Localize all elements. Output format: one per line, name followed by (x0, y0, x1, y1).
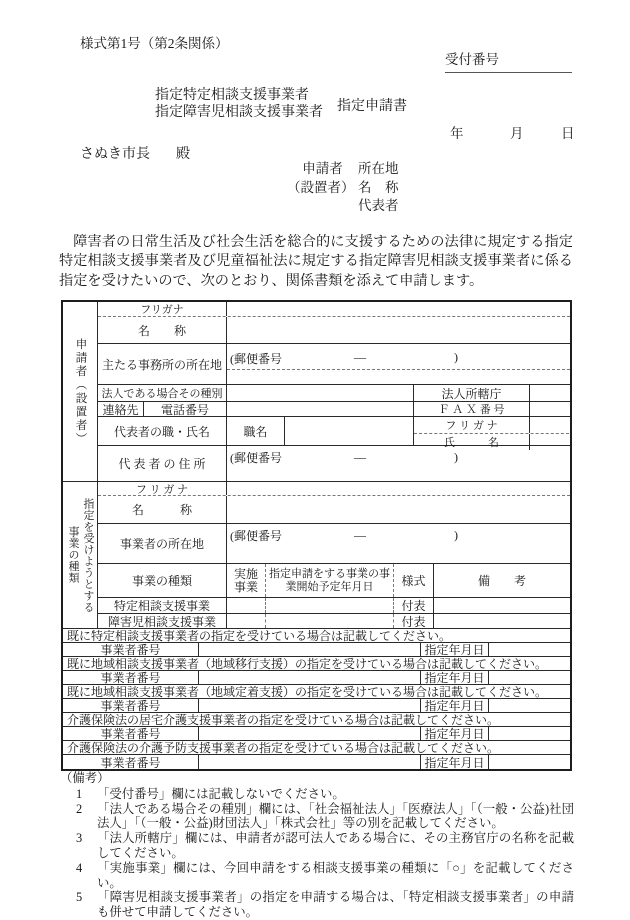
business-number-label: 事業者番号 (63, 699, 199, 712)
addressee-honorific: 殿 (176, 147, 190, 162)
postal-close: ) (454, 350, 458, 364)
postal-dash: ― (354, 350, 366, 364)
receipt-number-field (445, 48, 572, 73)
remark-item: 2 「法人である場合その種別」欄には、「社会福祉法人」「医療法人」「（一般・公益)社団法人」「（一般・公益)財団法人」「株式会社」等の別を記載してください。 (76, 801, 574, 831)
child-remarks-cell (434, 614, 570, 628)
prior-note-text: 既に特定相談支援事業者の指定を受けている場合は記載してください。 (67, 629, 452, 643)
postal-open: (郵便番号 (230, 451, 282, 465)
rep-address-input-cell (227, 446, 570, 481)
business-number-label: 事業者番号 (63, 727, 199, 740)
business-address-input-cell (227, 524, 570, 563)
remark-item: 4 「実施事業」欄には、今回申請をする相談支援事業の種類に「○」を記載してください。 (76, 860, 574, 890)
fax-input-cell (530, 402, 570, 416)
body-paragraph: 障害者の日常生活及び社会生活を総合的に支援するための法律に規定する指定特定相談支援事業者及び児童福祉法に規定する指定障害児相談支援事業者に係る指定を受けたいので、次のとおり、関係書類を添えて申請します。 (59, 234, 573, 289)
section-business-side-label: 指定を受けようとする 事業の種類 (63, 482, 98, 628)
business-number-label: 事業者番号 (63, 643, 199, 656)
postal-close: ) (454, 528, 458, 542)
designation-date-label: 指定年月日 (421, 699, 489, 712)
corp-authority-label: 法人所轄庁 (414, 385, 530, 401)
col-implemented-business: 実施 事業 (227, 564, 266, 597)
row-business-address (98, 524, 570, 564)
designation-date-label: 指定年月日 (421, 671, 489, 684)
postal-close: ) (454, 450, 458, 464)
rep-furigana-label: フ リ ガ ナ (414, 417, 530, 433)
tel-label: 電話番号 (144, 402, 227, 416)
designation-date-input-cell (489, 727, 570, 740)
office-address-input-cell (227, 344, 570, 384)
applicant-field-representative: 代表者 (358, 198, 399, 213)
row-representative (98, 417, 570, 449)
name-label: 名 称 (98, 317, 227, 343)
furigana2-input-cell (227, 482, 570, 495)
row-furigana (98, 302, 570, 317)
applicant-sub-label: （設置者） (287, 179, 355, 195)
postal-open: (郵便番号 (230, 529, 282, 543)
corp-type-label: 法人である場合その種別 (98, 385, 227, 401)
child-start-date-cell (266, 614, 394, 628)
child-implemented-cell (227, 614, 266, 628)
prior-note-text: 介護保険法の居宅介護支援事業者の指定を受けている場合は記載してください。 (67, 713, 500, 727)
row-rep-address (98, 446, 570, 481)
row-corp-type (98, 385, 570, 402)
furigana2-label: フ リ ガ ナ (98, 482, 227, 495)
col-style: 様式 (394, 564, 434, 597)
specified-consultation-label: 特定相談支援事業 (98, 598, 227, 613)
specified-start-date-cell (266, 598, 394, 613)
rep-address-label: 代 表 者 の 住 所 (98, 446, 227, 481)
name2-input-cell (227, 496, 570, 523)
form-number: 様式第1号（第2条関係） (80, 36, 229, 51)
rep-name-label: 氏 名 (414, 434, 530, 450)
corp-type-input-cell (227, 385, 414, 401)
postal-open: (郵便番号 (230, 352, 282, 366)
name2-label: 名 称 (98, 496, 227, 523)
applicant-field-address: 所在地 (358, 161, 399, 176)
row-contact (98, 402, 570, 417)
section-business-type (63, 482, 570, 629)
remarks-section (60, 771, 574, 920)
date-day-label: 日 (561, 126, 575, 141)
col-remarks: 備 考 (477, 574, 526, 588)
job-title-input-cell (285, 417, 414, 445)
business-number-digit-cells (199, 755, 421, 769)
addressee-name: さぬき市長 (80, 147, 150, 162)
business-address-label: 事業者の所在地 (98, 524, 227, 563)
applicant-label: 申請者 (302, 161, 343, 176)
prior-note-text: 既に地域相談支援事業者（地域定着支援）の指定を受けている場合は記載してください。 (67, 685, 548, 699)
designation-date-label: 指定年月日 (421, 643, 489, 656)
office-address-line2 (227, 370, 570, 384)
remark-item: 3 「法人所轄庁」欄には、申請者が認可法人である場合に、その主務官庁の名称を記載してください。 (76, 831, 574, 860)
prior-number-row (63, 755, 570, 769)
row-child-consultation (98, 614, 570, 628)
section-applicant (63, 302, 570, 482)
title-line-1: 指定特定相談支援事業者 (155, 88, 309, 103)
applicant-block (287, 160, 399, 216)
title-suffix: 指定申請書 (337, 98, 407, 114)
job-title-label: 職名 (227, 417, 285, 445)
business-number-label: 事業者番号 (63, 755, 199, 769)
child-consultation-label: 障害児相談支援事業 (98, 614, 227, 628)
office-address-label: 主たる事務所の所在地 (98, 344, 227, 384)
specified-style-cell: 付表 (394, 598, 434, 613)
document-title (155, 88, 407, 121)
remarks-heading: （備考） (60, 771, 110, 785)
applicant-field-name: 名 称 (358, 179, 399, 195)
designation-date-label: 指定年月日 (421, 755, 489, 769)
postal-dash: ― (354, 528, 366, 542)
child-style-cell: 付表 (394, 614, 434, 628)
col-planned-start-date: 指定申請をする事業の事 業開始予定年月日 (266, 564, 394, 597)
tel-input-cell (227, 402, 414, 416)
section-applicant-side-label: 申請者（設置者） (63, 302, 98, 481)
receipt-number-label: 受付番号 (445, 52, 499, 67)
name-input-cell (227, 317, 570, 343)
furigana-label: フリガナ (98, 302, 227, 316)
furigana-input-cell (227, 302, 570, 316)
application-table (61, 300, 572, 771)
date-month-label: 月 (510, 126, 524, 141)
designation-date-input-cell (489, 755, 570, 769)
addressee (80, 143, 190, 163)
row-furigana2 (98, 482, 570, 496)
row-office-address (98, 344, 570, 385)
row-name (98, 317, 570, 344)
date-year-label: 年 (450, 126, 464, 141)
business-number-label: 事業者番号 (63, 671, 199, 684)
contact-label: 連絡先 (98, 402, 144, 416)
title-line-2: 指定障害児相談支援事業者 (155, 104, 323, 120)
business-type-header-label: 事業の種類 (98, 564, 227, 597)
specified-remarks-cell (434, 598, 570, 613)
prior-designation-groups (63, 629, 570, 769)
designation-date-input-cell (489, 699, 570, 712)
row-name2 (98, 496, 570, 524)
postal-dash: ― (354, 450, 366, 464)
prior-note-text: 既に地域相談支援事業者（地域移行支援）の指定を受けている場合は記載してください。 (67, 657, 548, 671)
row-business-type-header (98, 564, 570, 598)
corp-authority-input-cell (530, 385, 570, 401)
designation-date-label: 指定年月日 (421, 727, 489, 740)
remark-item: 1 「受付番号」欄には記載しないでください。 (76, 786, 345, 801)
specified-implemented-cell (227, 598, 266, 613)
prior-note-text: 介護保険法の介護予防支援事業者の指定を受けている場合は記載してください。 (67, 741, 500, 755)
remark-item: 5 「障害児相談支援事業者」の指定を申請する場合は、「特定相談支援事業者」の申請も併せて申請してください。 (76, 890, 574, 920)
rep-title-name-label: 代表者の職・氏名 (98, 417, 227, 445)
fax-label: Ｆ Ａ Ｘ 番 号 (414, 402, 530, 416)
